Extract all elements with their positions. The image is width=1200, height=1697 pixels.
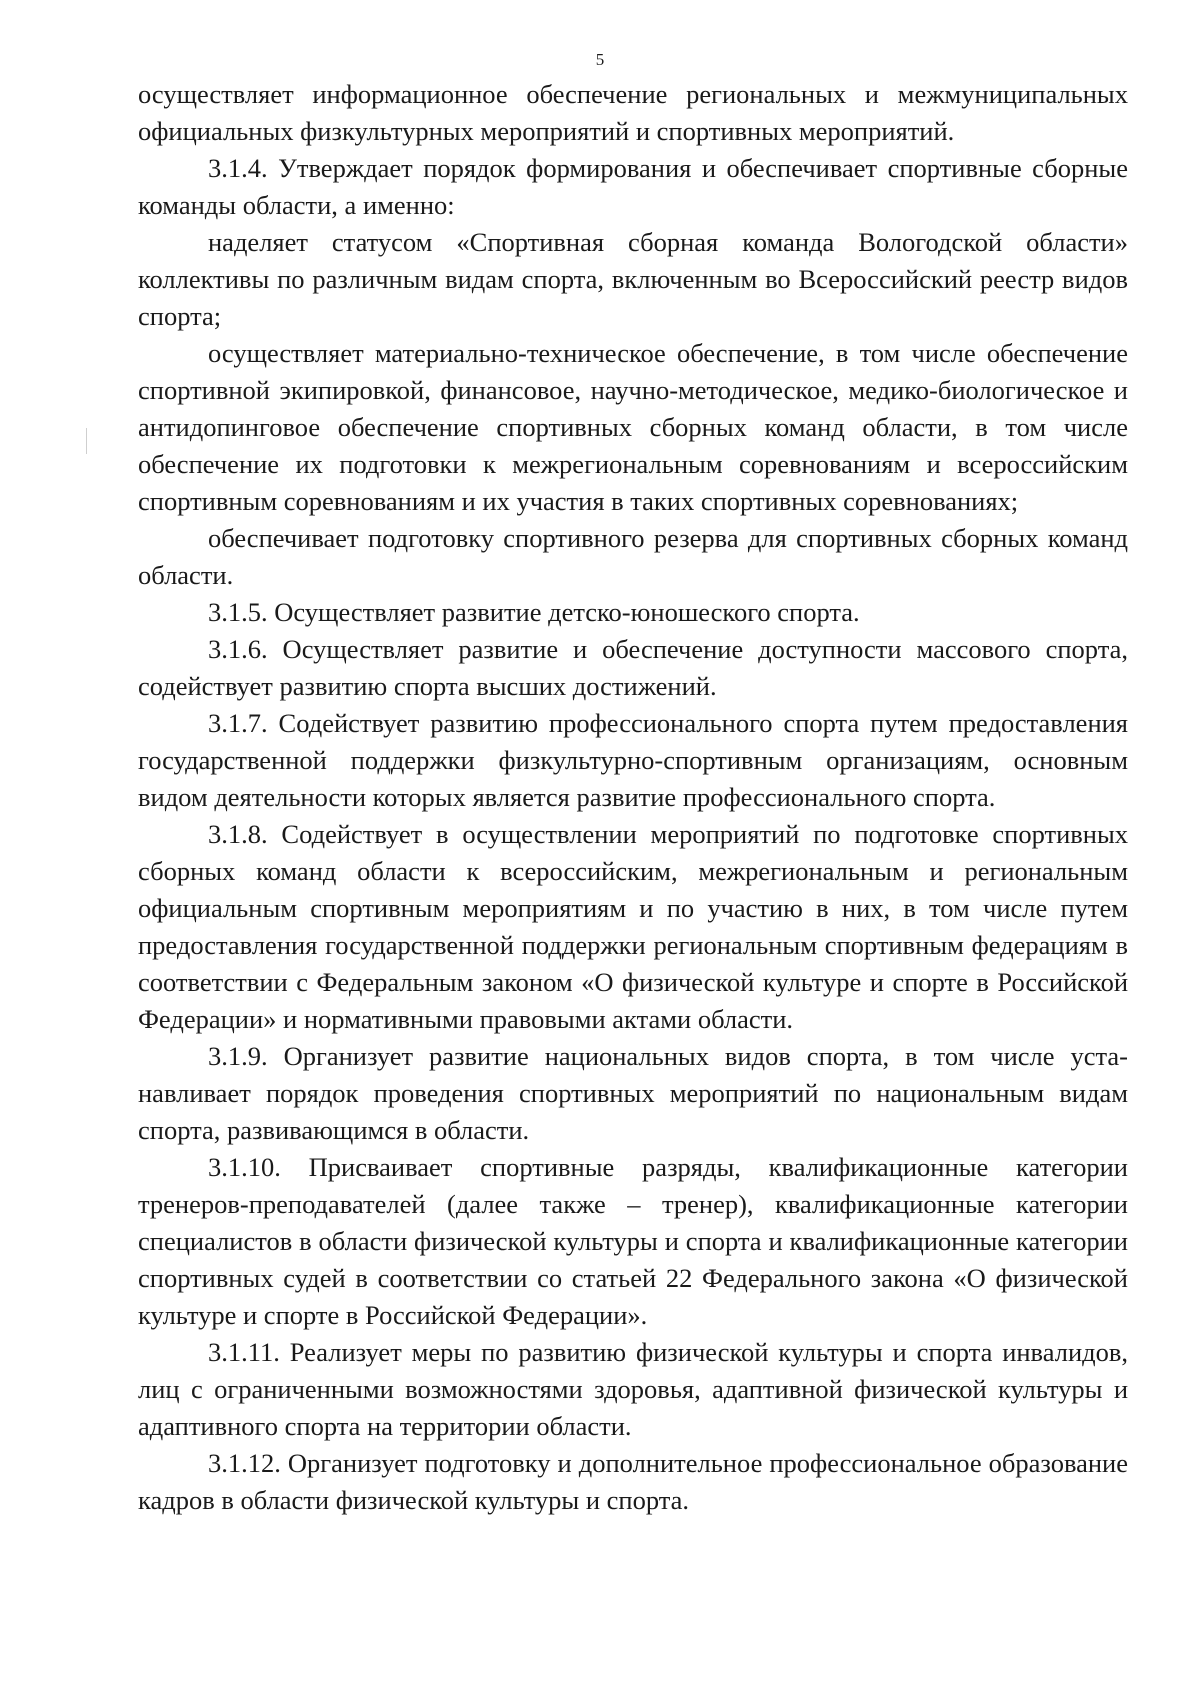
paragraph-3-1-4-support: осуществляет материально-техническое обеспечение, в том числе обеспечение спортивной экипировкой, финансовое, научно-методическое, медико-биологическое и антидопинговое обеспечение спортивных сборных команд области, в том числе обеспечение их подготовки к межрегиональным соревнованиям и всероссийским спортивным соревнованиям и их участия в таких спортивных соревнованиях; (138, 338, 1128, 516)
paragraph-3-1-4: 3.1.4. Утверждает порядок формирования и обеспечивает спортивные сборные команды области, а именно: (138, 153, 1128, 220)
document-body (138, 76, 1128, 1519)
paragraph-3-1-7: 3.1.7. Содействует развитию профессионального спорта путем предоставления государственной поддержки физкультурно-спортивным организациям, основным видом деятельности которых является развитие профессионального спорта. (138, 708, 1128, 812)
paragraph-3-1-4-status: наделяет статусом «Спортивная сборная команда Вологодской области» коллективы по различным видам спорта, включенным во Всероссийский реестр видов спорта; (138, 227, 1128, 331)
paragraph-3-1-8: 3.1.8. Содействует в осуществлении мероприятий по подготовке спортивных сборных команд области к всероссийским, межрегиональным и региональным официальным спортивным мероприятиям и по участию в них, в том числе путем предоставления государственной поддержки региональным спортивным федерациям в соответствии с Федеральным законом «О физической культуре и спорте в Российской Федерации» и нормативными правовыми актами области. (138, 819, 1128, 1034)
paragraph-3-1-11: 3.1.11. Реализует меры по развитию физической культуры и спорта инвалидов, лиц с ограниченными возможностями здоровья, адаптивной физической культуры и адаптивного спорта на территории области. (138, 1337, 1128, 1441)
paragraph-3-1-6: 3.1.6. Осуществляет развитие и обеспечение доступности массового спорта, содействует развитию спорта высших достижений. (138, 634, 1128, 701)
paragraph-3-1-10: 3.1.10. Присваивает спортивные разряды, квалификационные категории тренеров-преподавателей (далее также – тренер), квалификационные категории специалистов в области физической культуры и спорта и квалификационные категории спортивных судей в соответствии со статьей 22 Федерального закона «О физической культуре и спорте в Российской Федерации». (138, 1152, 1128, 1330)
page-number: 5 (595, 50, 605, 69)
paragraph-3-1-12: 3.1.12. Организует подготовку и дополнительное профессиональное образование кадров в области физической культуры и спорта. (138, 1448, 1128, 1515)
paragraph-3-1-9: 3.1.9. Организует развитие национальных видов спорта, в том числе устанавливает порядок проведения спортивных мероприятий по национальным видам спорта, развивающимся в области. (138, 1041, 1128, 1145)
scan-margin-mark (86, 428, 87, 454)
paragraph-3-1-4-reserve: обеспечивает подготовку спортивного резерва для спортивных сборных команд области. (138, 523, 1128, 590)
paragraph-3-1-5: 3.1.5. Осуществляет развитие детско-юношеского спорта. (208, 597, 860, 627)
paragraph-continuation: осуществляет информационное обеспечение региональных и межмуниципальных официальных физкультурных мероприятий и спортивных мероприятий. (138, 79, 1128, 146)
